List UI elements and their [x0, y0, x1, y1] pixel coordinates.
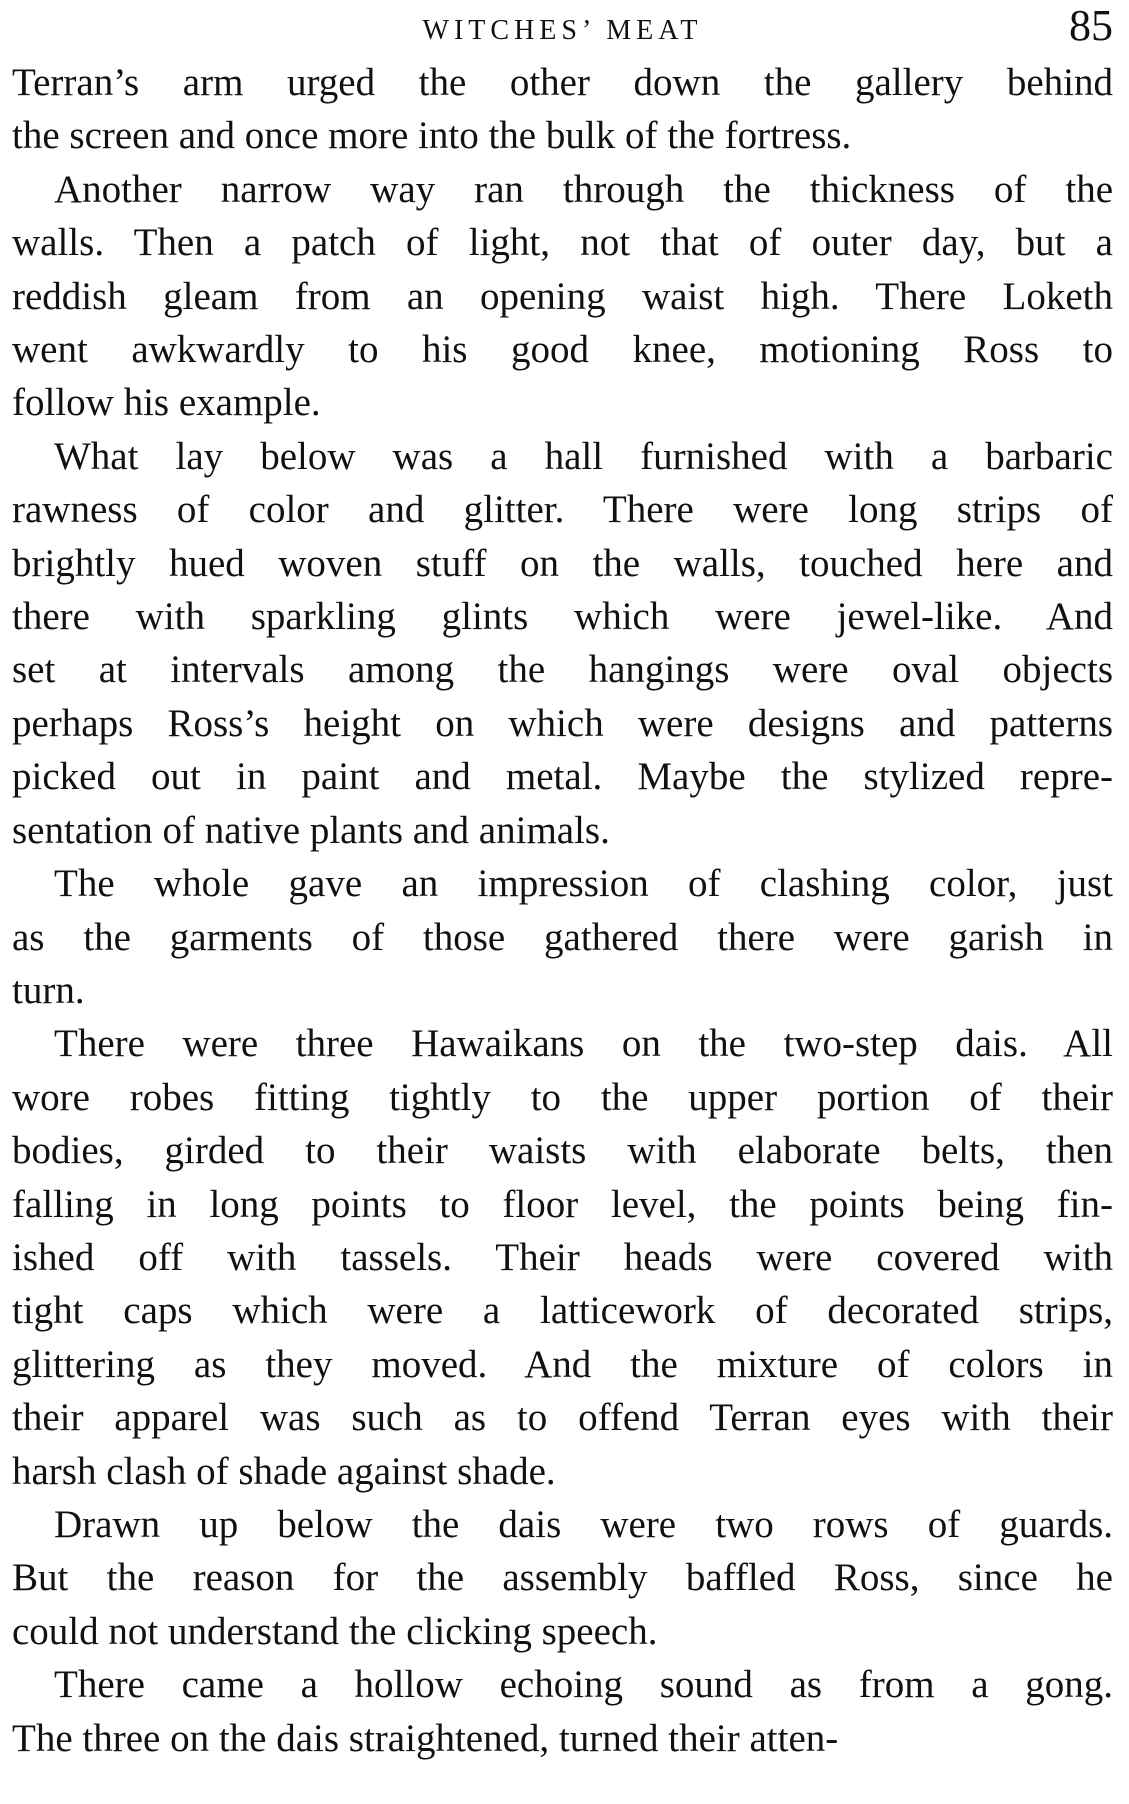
paragraph: [12, 56, 1113, 163]
running-title: WITCHES’ MEAT: [422, 15, 703, 46]
text-line: the screen and once more into the bulk of the fortress.: [12, 114, 852, 158]
text-line: The three on the dais straightened, turned their atten-: [12, 1716, 839, 1760]
running-head: [12, 0, 1113, 56]
book-page: [12, 0, 1113, 1765]
body-text: [12, 56, 1113, 1765]
text-line: walls. Then a patch of light, not that of outer day, but a: [12, 221, 1113, 265]
text-line: harsh clash of shade against shade.: [12, 1449, 556, 1493]
text-line: bodies, girded to their waists with elaborate belts, then: [12, 1129, 1113, 1173]
page-number: 85: [1069, 1, 1113, 50]
paragraph: [12, 1658, 1113, 1765]
text-line: There were three Hawaikans on the two-step dais. All: [54, 1022, 1113, 1066]
paragraph: [12, 857, 1113, 1017]
text-line: could not understand the clicking speech.: [12, 1609, 658, 1653]
text-line: Drawn up below the dais were two rows of guards.: [54, 1502, 1113, 1546]
text-line: picked out in paint and metal. Maybe the stylized repre-: [12, 755, 1113, 799]
text-line: The whole gave an impression of clashing color, just: [54, 862, 1113, 906]
text-line: sentation of native plants and animals.: [12, 808, 610, 852]
paragraph: [12, 1498, 1113, 1658]
text-line: perhaps Ross’s height on which were designs and patterns: [12, 701, 1113, 745]
text-line: rawness of color and glitter. There were long strips of: [12, 488, 1113, 532]
text-line: Terran’s arm urged the other down the gallery behind: [12, 61, 1113, 104]
text-line: went awkwardly to his good knee, motioning Ross to: [12, 328, 1113, 372]
text-line: their apparel was such as to offend Terran eyes with their: [12, 1396, 1113, 1440]
text-line: tight caps which were a latticework of decorated strips,: [12, 1289, 1113, 1333]
paragraph: [12, 430, 1113, 857]
text-line: wore robes fitting tightly to the upper portion of their: [12, 1075, 1113, 1119]
text-line: There came a hollow echoing sound as from a gong.: [54, 1663, 1113, 1707]
text-line: there with sparkling glints which were jewel-like. And: [12, 595, 1113, 639]
text-line: But the reason for the assembly baffled Ross, since he: [12, 1556, 1113, 1600]
text-line: follow his example.: [12, 381, 321, 425]
text-line: as the garments of those gathered there were garish in: [12, 915, 1113, 959]
text-line: ished off with tassels. Their heads were covered with: [12, 1235, 1113, 1279]
text-line: turn.: [12, 968, 85, 1012]
text-line: brightly hued woven stuff on the walls, touched here and: [12, 541, 1113, 585]
text-line: What lay below was a hall furnished with a barbaric: [54, 434, 1113, 478]
text-line: set at intervals among the hangings were oval objects: [12, 648, 1113, 692]
text-line: Another narrow way ran through the thickness of the: [54, 167, 1113, 211]
text-line: reddish gleam from an opening waist high. There Loketh: [12, 274, 1113, 318]
text-line: glittering as they moved. And the mixture of colors in: [12, 1342, 1113, 1386]
paragraph: [12, 163, 1113, 430]
text-line: falling in long points to floor level, the points being fin-: [12, 1182, 1113, 1226]
paragraph: [12, 1017, 1113, 1498]
